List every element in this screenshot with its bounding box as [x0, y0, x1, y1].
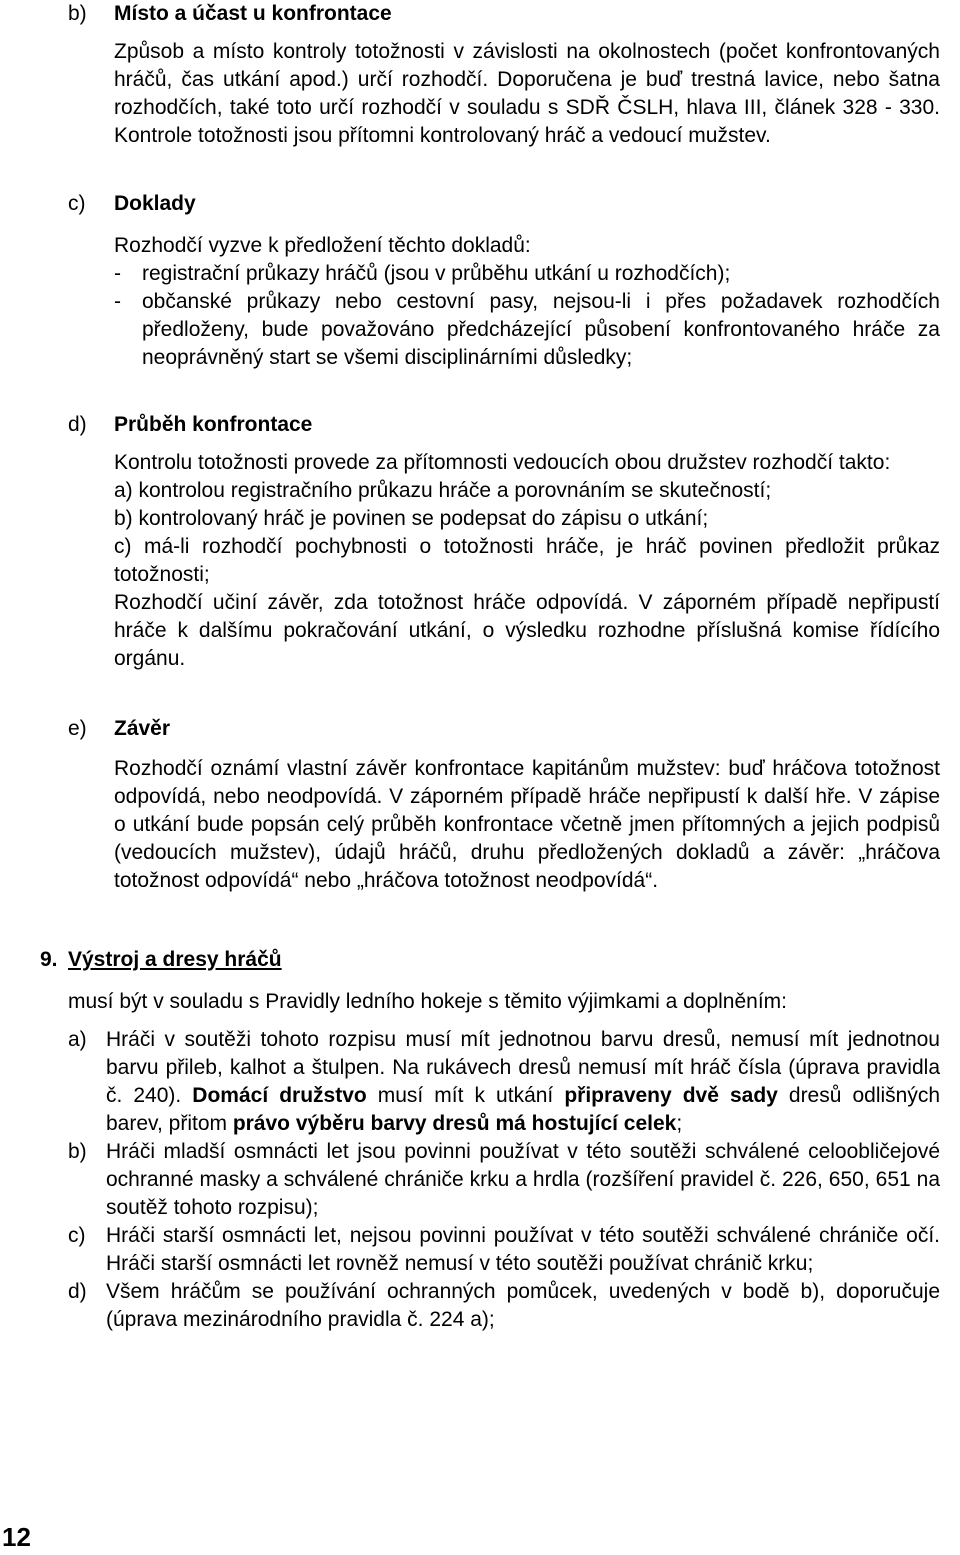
list-item — [68, 1278, 940, 1334]
section-d-line: b) kontrolovaný hráč je povinen se podepsat do zápisu o utkání; — [114, 507, 709, 530]
section-d-line: c) má-li rozhodčí pochybnosti o totožnosti hráče, je hráč povinen předložit průkaz totožnosti; — [114, 535, 940, 586]
list-item — [68, 1222, 940, 1278]
list-item — [114, 288, 940, 372]
list-letter: d) — [68, 1280, 87, 1303]
text-run: dresů odlišných barev, přitom — [106, 1084, 941, 1135]
section-e — [68, 715, 940, 895]
section-d-letter: d) — [68, 413, 87, 436]
bold-text: Domácí družstvo — [192, 1084, 367, 1107]
list-letter: b) — [68, 1140, 87, 1163]
section-b-letter: b) — [68, 2, 87, 25]
list-item — [114, 260, 940, 288]
section-b-paragraph: Způsob a místo kontroly totožnosti v závislosti na okolnostech (počet konfrontovaných hráčů, čas utkání apod.) určí rozhodčí. Doporučena je buď trestná lavice, nebo šatna rozhodčích, také toto určí rozhodčí v souladu s SDŘ ČSLH, hlava III, článek 328 - 330. Kontrole totožnosti jsou přítomni kontrolovaný hráč a vedoucí mužstev. — [114, 40, 940, 147]
list-item-text: registrační průkazy hráčů (jsou v průběhu utkání u rozhodčích); — [142, 262, 731, 285]
section-9-list — [68, 1026, 940, 1334]
section-9-heading — [40, 946, 282, 974]
list-item — [68, 1026, 940, 1138]
section-c-heading — [68, 190, 940, 220]
section-9-number: 9. — [40, 948, 58, 971]
text-run: ; — [676, 1112, 683, 1135]
section-b — [68, 0, 940, 150]
section-d-line: Rozhodčí učiní závěr, zda totožnost hráče odpovídá. V záporném případě nepřipustí hráče k dalšímu pokračování utkání, o výsledku rozhodne příslušná komise řídícího orgánu. — [114, 591, 940, 670]
page-number: 12 — [2, 1522, 31, 1552]
list-item-text: občanské průkazy nebo cestovní pasy, nejsou-li i přes požadavek rozhodčích předloženy, bude považováno předcházející působení konfrontovaného hráče za neoprávněný start se všemi disciplinárními důsledky; — [142, 290, 940, 369]
section-d-line: Kontrolu totožnosti provede za přítomnosti vedoucích obou družstev rozhodčí takto: — [114, 451, 891, 474]
section-c-letter: c) — [68, 192, 86, 215]
list-item-text: Hráči starší osmnácti let, nejsou povinni používat v této soutěži schválené chrániče očí. Hráči starší osmnácti let rovněž nemusí v této soutěži používat chránič krku; — [106, 1224, 940, 1275]
list-item-text: Všem hráčům se používání ochranných pomůcek, uvedených v bodě b), doporučuje (úprava mezinárodního pravidla č. 224 a); — [106, 1280, 940, 1331]
section-e-paragraph: Rozhodčí oznámí vlastní závěr konfrontace kapitánům mužstev: buď hráčova totožnost odpovídá, nebo neodpovídá. V záporném případě hráče nepřipustí k další hře. V zápise o utkání bude popsán celý průběh konfrontace včetně jmen přítomných a jejich podpisů (vedoucích mužstev), údajů hráčů, druhu předložených dokladů a závěr: „hráčova totožnost odpovídá“ nebo „hráčova totožnost neodpovídá“. — [114, 757, 940, 892]
section-9-intro: musí být v souladu s Pravidly ledního hokeje s těmito výjimkami a doplněním: — [68, 990, 787, 1013]
section-e-letter: e) — [68, 717, 87, 740]
section-c-title: Doklady — [114, 192, 196, 215]
bold-text: právo výběru barvy dresů má hostující celek — [232, 1112, 677, 1135]
section-e-title: Závěr — [114, 717, 171, 740]
list-item-text: Hráči mladší osmnácti let jsou povinni používat v této soutěži schválené celoobličejové ochranné masky a schválené chrániče krku a hrdla (rozšíření pravidel č. 226, 650, 651 na soutěž tohoto rozpisu); — [106, 1140, 940, 1219]
list-letter: a) — [68, 1028, 87, 1051]
list-item-text — [106, 1026, 940, 1138]
bold-text: připraveny dvě sady — [564, 1084, 778, 1107]
list-letter: c) — [68, 1224, 86, 1247]
list-dash: - — [114, 290, 121, 313]
text-run: musí mít k utkání — [366, 1084, 565, 1107]
section-d — [68, 411, 940, 673]
list-item — [68, 1138, 940, 1222]
section-d-title: Průběh konfrontace — [114, 413, 313, 436]
text-run: Hráči v soutěži tohoto rozpisu musí mít jednotnou barvu dresů, nemusí mít jednotnou barvu přileb, kalhot a štulpen. Na rukávech dresů nemusí mít hráč čísla (úprava pravidla č. 240). — [106, 1028, 940, 1107]
section-c — [68, 190, 940, 372]
section-9-title: Výstroj a dresy hráčů — [68, 948, 282, 971]
section-c-intro: Rozhodčí vyzve k předložení těchto dokladů: — [114, 234, 531, 257]
section-e-heading — [68, 715, 940, 745]
section-d-heading — [68, 411, 940, 441]
section-b-heading — [68, 0, 940, 30]
list-dash: - — [114, 262, 121, 285]
section-d-line: a) kontrolou registračního průkazu hráče a porovnáním se skutečností; — [114, 479, 772, 502]
section-b-title: Místo a účast u konfrontace — [114, 2, 392, 25]
